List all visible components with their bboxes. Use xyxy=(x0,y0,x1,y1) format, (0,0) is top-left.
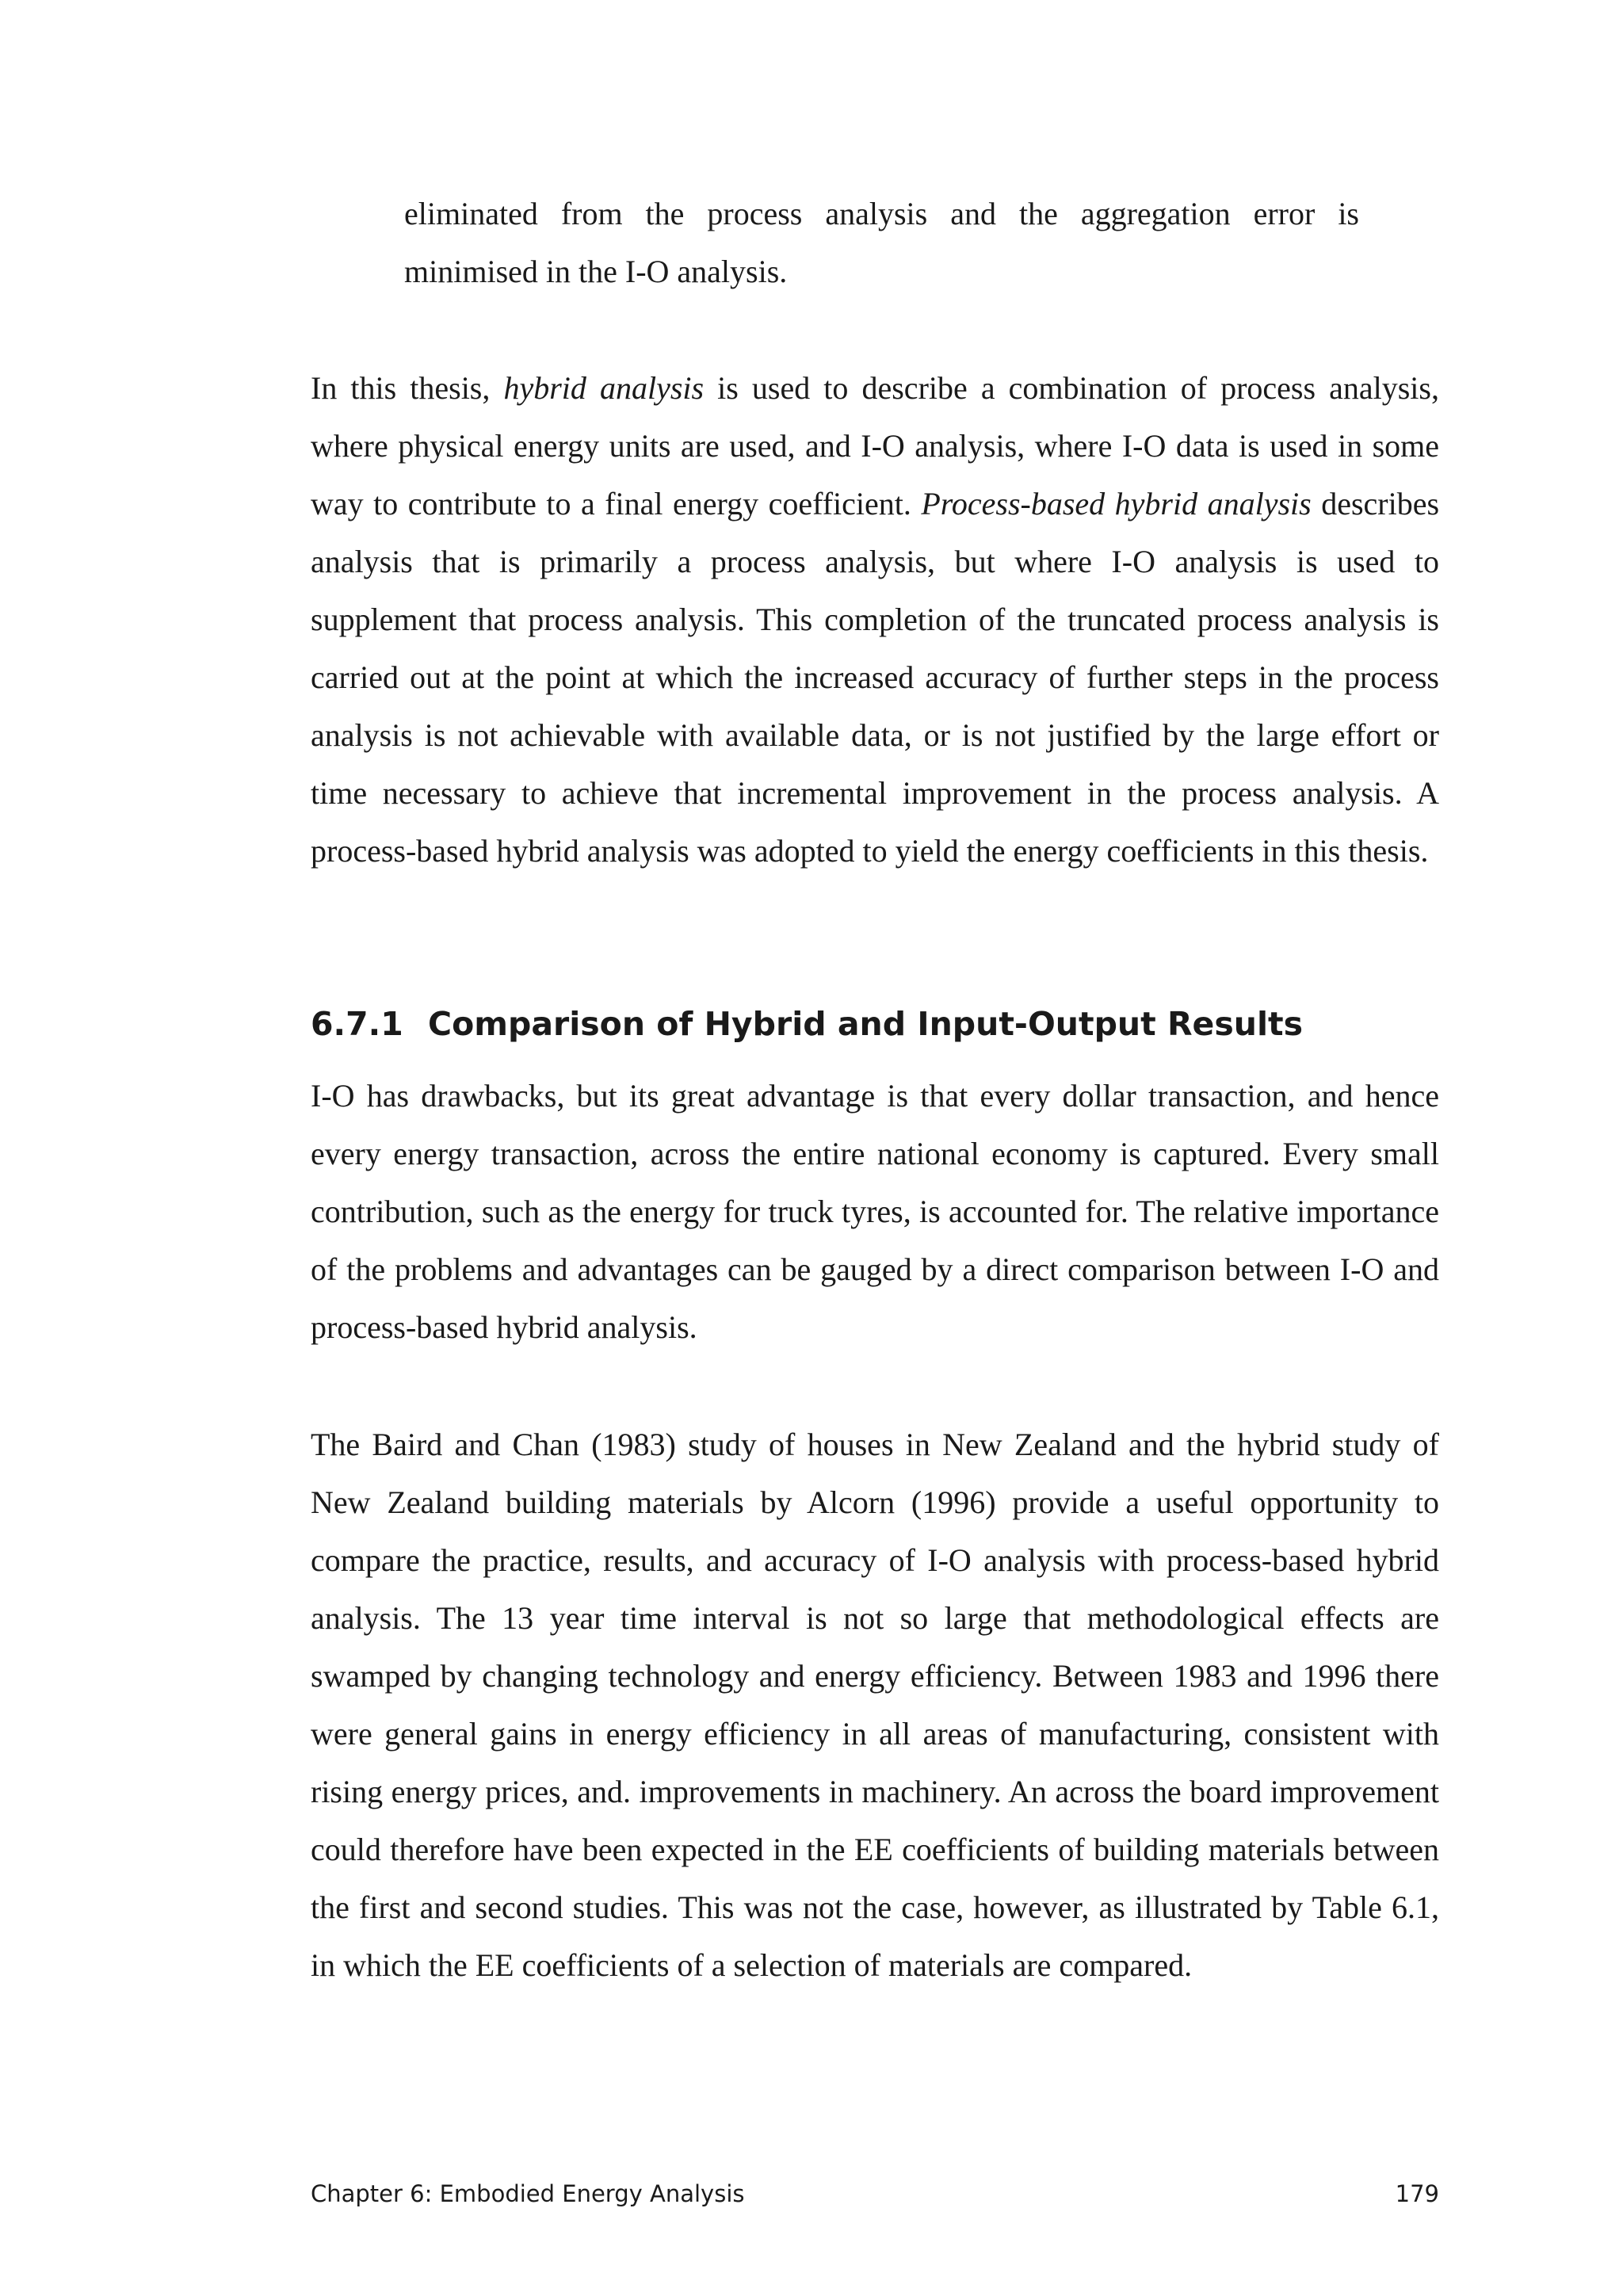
text-run: describes analysis that is primarily a process analysis, but where I-O analysis is used to supplement that process analysis. This completion of the truncated process analysis is carried out at the point at which the increased accuracy of further steps in the process analysis is not achievable with available data, or is not justified by the large effort or time necessary to achieve that incremental improvement in the process analysis. A process-based hybrid analysis was adopted to yield the energy coefficients in this thesis. xyxy=(311,486,1440,869)
paragraph-hybrid-analysis-definition xyxy=(311,359,1439,880)
term-process-based-hybrid-analysis: Process-based hybrid analysis xyxy=(921,486,1312,521)
section-number: 6.7.1 xyxy=(311,1005,403,1043)
term-hybrid-analysis: hybrid analysis xyxy=(503,370,705,406)
section-heading xyxy=(311,1000,1439,1048)
paragraph-io-drawbacks: I-O has drawbacks, but its great advantage is that every dollar transaction, and hence every energy transaction, across the entire national economy is captured. Every small contribution, such as the energy for truck tyres, is accounted for. The relative importance of the problems and advantages can be gauged by a direct comparison between I-O and process-based hybrid analysis. xyxy=(311,1078,1439,1345)
text-run: is used to describe a combination of process analysis, where physical energy units are used, and I-O analysis, where I-O data is used in some way to contribute to a final energy coefficient. xyxy=(311,370,1439,521)
text-run: In this thesis, xyxy=(311,370,504,406)
continued-indented-paragraph: eliminated from the process analysis and the aggregation error is minimised in the I-O analysis. xyxy=(404,196,1359,289)
footer-page-number: 179 xyxy=(1395,2180,1439,2207)
section-title: Comparison of Hybrid and Input-Output Results xyxy=(428,1005,1304,1043)
page-footer xyxy=(311,2178,1439,2210)
footer-chapter-title: Chapter 6: Embodied Energy Analysis xyxy=(311,2180,745,2207)
paragraph-baird-chan-comparison: The Baird and Chan (1983) study of houses in New Zealand and the hybrid study of New Zealand building materials by Alcorn (1996) provide a useful opportunity to compare the practice, results, and accuracy of I-O analysis with process-based hybrid analysis. The 13 year time interval is not so large that methodological effects are swamped by changing technology and energy efficiency. Between 1983 and 1996 there were general gains in energy efficiency in all areas of manufacturing, consistent with rising energy prices, and. improvements in machinery. An across the board improvement could therefore have been expected in the EE coefficients of building materials between the first and second studies. This was not the case, however, as illustrated by Table 6.1, in which the EE coefficients of a selection of materials are compared. xyxy=(311,1427,1439,1983)
